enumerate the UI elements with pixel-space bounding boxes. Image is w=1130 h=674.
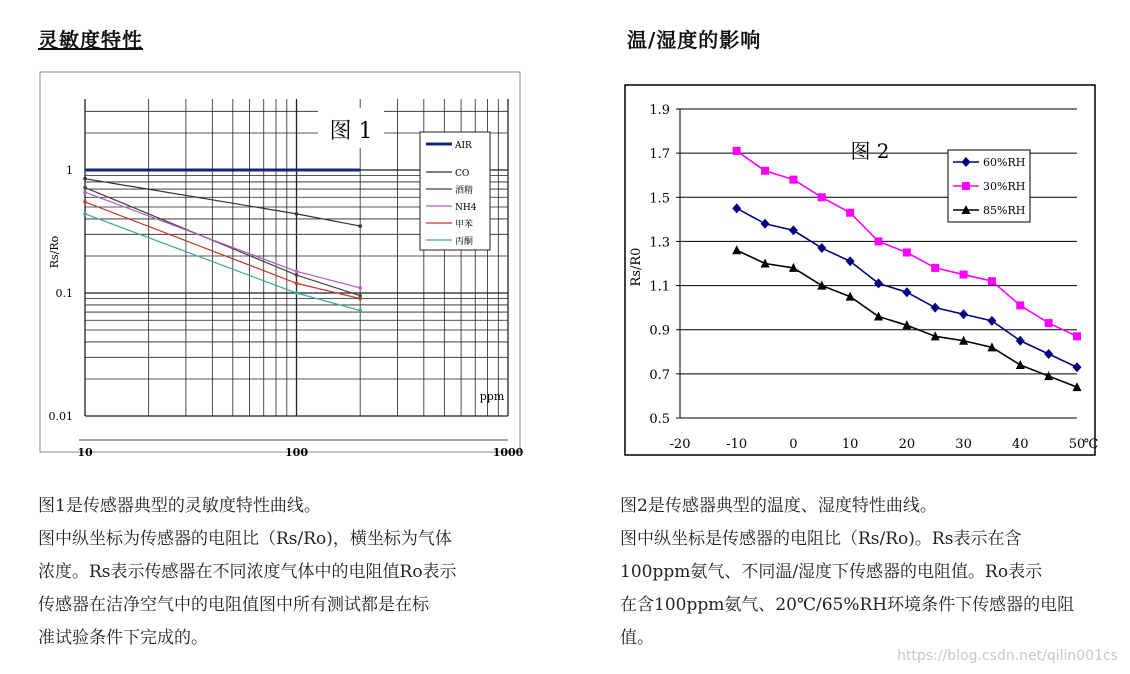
chart2-title: 图 2 bbox=[850, 139, 890, 163]
chart2-x-tick-label: 10 bbox=[841, 437, 859, 452]
chart2-square-marker bbox=[875, 237, 883, 245]
chart2-legend-label: 30%RH bbox=[983, 180, 1026, 193]
desc-line: 浓度。Rs表示传感器在不同浓度气体中的电阻值Ro表示 bbox=[38, 562, 457, 582]
chart2-y-tick-label: 1.9 bbox=[649, 103, 670, 118]
chart1-x-tick-label: 1000 bbox=[492, 446, 524, 459]
desc-line: 在含100ppm氨气、20℃/65%RH环境条件下传感器的电阻 bbox=[620, 595, 1075, 615]
sensitivity-chart bbox=[40, 72, 524, 459]
chart1-data-point bbox=[83, 212, 87, 216]
chart2-y-tick-label: 1.3 bbox=[649, 235, 670, 251]
chart2-square-marker bbox=[962, 182, 970, 190]
chart2-y-tick-label: 1.1 bbox=[649, 279, 670, 295]
chart2-x-tick-label: 40 bbox=[1012, 437, 1029, 452]
chart1-data-point bbox=[295, 291, 299, 295]
chart2-square-marker bbox=[931, 264, 939, 272]
section-title-sensitivity: 灵敏度特性 bbox=[38, 28, 143, 52]
chart1-data-point bbox=[358, 297, 362, 301]
chart1-x-tick-label: 100 bbox=[285, 446, 308, 459]
chart1-data-point bbox=[295, 270, 299, 274]
chart2-square-marker bbox=[1016, 301, 1024, 309]
chart2-y-tick-label: 0.5 bbox=[649, 412, 670, 427]
chart2-y-tick-label: 1.5 bbox=[649, 191, 670, 207]
chart2-y-axis-label: Rs/R0 bbox=[629, 247, 644, 287]
chart1-title: 图 1 bbox=[329, 119, 373, 144]
desc-line: 图1是传感器典型的灵敏度特性曲线。 bbox=[38, 496, 321, 516]
chart2-x-tick-label: -20 bbox=[669, 437, 691, 452]
chart1-y-axis-label: Rs/Ro bbox=[48, 235, 61, 269]
chart1-legend-label: 酒精 bbox=[455, 186, 474, 196]
section-title-temp-humidity: 温/湿度的影响 bbox=[627, 28, 762, 52]
desc-line: 图中纵坐标是传感器的电阻比（Rs/Ro)。Rs表示在含 bbox=[620, 529, 1022, 549]
chart2-square-marker bbox=[789, 176, 797, 184]
chart2-square-marker bbox=[761, 167, 769, 175]
chart1-legend-label: 甲苯 bbox=[455, 220, 474, 230]
chart1-data-point bbox=[295, 273, 299, 277]
chart1-legend-label: CO bbox=[455, 169, 470, 179]
chart1-y-tick-label: 0.01 bbox=[48, 410, 73, 423]
chart2-x-tick-label: -10 bbox=[726, 437, 748, 452]
chart2-x-tick-label: 50 bbox=[1068, 437, 1086, 452]
chart1-data-point bbox=[358, 309, 362, 313]
chart2-square-marker bbox=[1045, 319, 1053, 327]
chart1-y-tick-label: 0.1 bbox=[55, 287, 73, 300]
chart2-square-marker bbox=[818, 193, 826, 201]
chart2-x-axis-label: ℃ bbox=[1083, 437, 1099, 452]
chart2-y-tick-label: 0.7 bbox=[649, 367, 670, 383]
chart1-y-tick-label: 1 bbox=[66, 164, 73, 177]
desc-line: 传感器在洁净空气中的电阻值图中所有测试都是在标 bbox=[38, 595, 429, 615]
chart2-y-tick-label: 0.9 bbox=[649, 323, 670, 339]
chart2-x-tick-label: 30 bbox=[955, 437, 972, 452]
chart1-legend-label: AIR bbox=[455, 141, 472, 151]
temp-humidity-description bbox=[620, 490, 1100, 655]
desc-line: 准试验条件下完成的。 bbox=[38, 628, 208, 648]
chart1-data-point bbox=[83, 200, 87, 204]
chart2-y-tick-label: 1.7 bbox=[649, 147, 670, 163]
chart2-square-marker bbox=[846, 209, 854, 217]
chart2-square-marker bbox=[733, 147, 741, 155]
chart1-data-point bbox=[358, 224, 362, 228]
sensitivity-description bbox=[38, 490, 518, 655]
chart1-data-point bbox=[295, 281, 299, 285]
chart1-data-point bbox=[83, 186, 87, 190]
chart1-data-point bbox=[83, 177, 87, 181]
chart1-legend-label: 丙酮 bbox=[455, 237, 474, 247]
chart1-frame bbox=[40, 72, 520, 452]
chart1-data-point bbox=[295, 212, 299, 216]
chart2-square-marker bbox=[960, 271, 968, 279]
chart1-data-point bbox=[83, 190, 87, 194]
temperature-humidity-chart bbox=[622, 82, 1100, 460]
desc-line: 100ppm氨气、不同温/湿度下传感器的电阻值。Ro表示 bbox=[620, 562, 1043, 582]
desc-line: 图中纵坐标为传感器的电阻比（Rs/Ro)，横坐标为气体 bbox=[38, 529, 452, 549]
chart2-x-tick-label: 20 bbox=[898, 437, 916, 452]
chart1-x-tick-label: 10 bbox=[77, 446, 93, 459]
chart2-square-marker bbox=[1073, 332, 1081, 340]
chart2-legend-label: 60%RH bbox=[983, 156, 1026, 169]
chart2-square-marker bbox=[988, 277, 996, 285]
chart1-x-axis-label: ppm bbox=[479, 390, 505, 403]
chart1-legend-label: NH4 bbox=[455, 203, 477, 213]
chart1-data-point bbox=[358, 286, 362, 290]
chart2-legend-label: 85%RH bbox=[983, 204, 1026, 217]
chart2-x-tick-label: 0 bbox=[789, 437, 798, 452]
desc-line: 图2是传感器典型的温度、湿度特性曲线。 bbox=[620, 496, 937, 516]
watermark: https://blog.csdn.net/qilin001cs bbox=[897, 648, 1118, 664]
chart2-square-marker bbox=[903, 248, 911, 256]
desc-line: 值。 bbox=[620, 628, 654, 648]
